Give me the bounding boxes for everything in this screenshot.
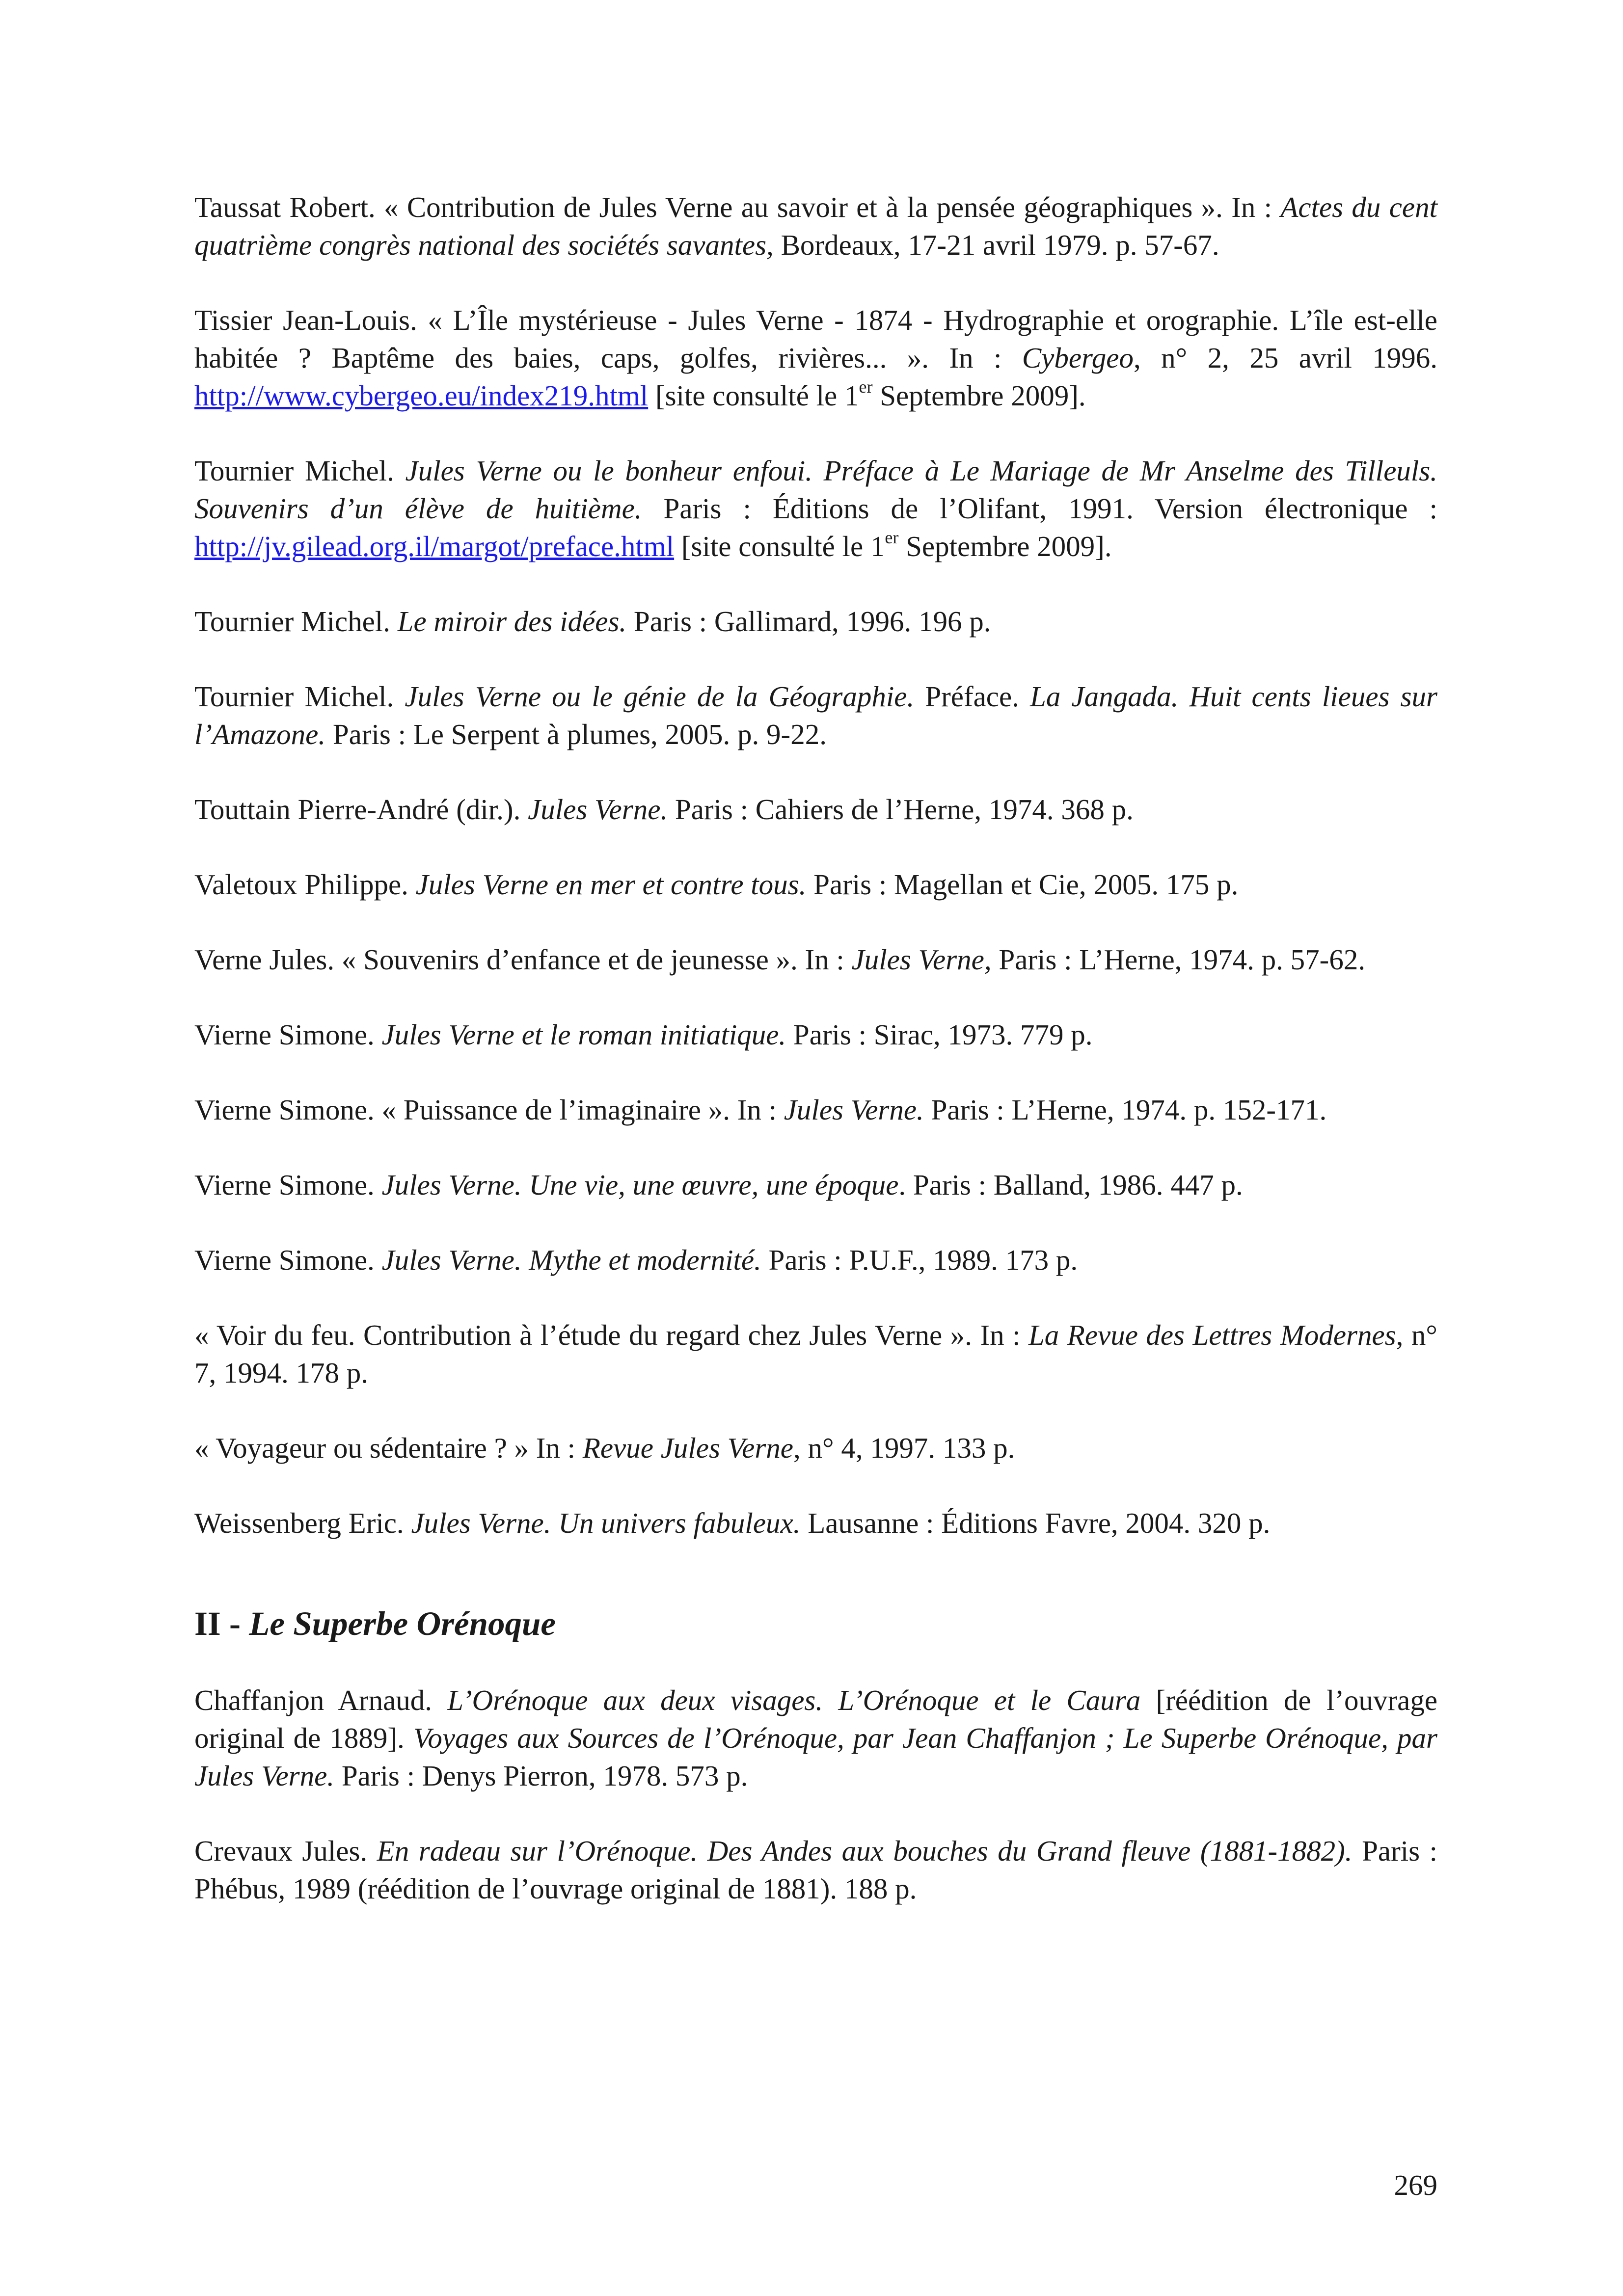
- bibliography-page: [194, 188, 1437, 1908]
- bib-entry-weissenberg: Weissenberg Eric. Jules Verne. Un univers fabuleux. Lausanne : Éditions Favre, 2004. 320 p.: [194, 1507, 1271, 1539]
- bib-entry-vierne-puissance: Vierne Simone. « Puissance de l’imaginaire ». In : Jules Verne. Paris : L’Herne, 1974. p. 152-171.: [194, 1094, 1327, 1126]
- bib-entry-tournier-bonheur: Tournier Michel. Jules Verne ou le bonheur enfoui. Préface à Le Mariage de Mr Anselme des Tilleuls. Souvenirs d’un élève de huitième. Paris : Éditions de l’Olifant, 1991. Version électronique : http://jv.gilead.org.il/margot/preface.html [site consulté le 1er Septembre 2009].: [194, 454, 1437, 562]
- bib-entry-vierne-mythe: Vierne Simone. Jules Verne. Mythe et modernité. Paris : P.U.F., 1989. 173 p.: [194, 1244, 1078, 1276]
- bib-entry-voyageur: « Voyageur ou sédentaire ? » In : Revue Jules Verne, n° 4, 1997. 133 p.: [194, 1432, 1015, 1464]
- preface-link[interactable]: http://jv.gilead.org.il/margot/preface.html: [194, 530, 675, 562]
- bib-entry-chaffanjon: Chaffanjon Arnaud. L’Orénoque aux deux visages. L’Orénoque et le Caura [réédition de l’ouvrage original de 1889]. Voyages aux Sources de l’Orénoque, par Jean Chaffanjon ; Le Superbe Orénoque, par Jules Verne. Paris : Denys Pierron, 1978. 573 p.: [194, 1684, 1438, 1792]
- bib-entry-voir-du-feu: « Voir du feu. Contribution à l’étude du regard chez Jules Verne ». In : La Revue des Lettres Modernes, n° 7, 1994. 178 p.: [194, 1319, 1437, 1389]
- bib-entry-verne: Verne Jules. « Souvenirs d’enfance et de jeunesse ». In : Jules Verne, Paris : L’Herne, 1974. p. 57-62.: [194, 943, 1366, 976]
- section-heading: II - Le Superbe Orénoque: [194, 1605, 556, 1642]
- bib-entry-crevaux: Crevaux Jules. En radeau sur l’Orénoque. Des Andes aux bouches du Grand fleuve (1881-1882). Paris : Phébus, 1989 (réédition de l’ouvrage original de 1881). 188 p.: [194, 1835, 1438, 1905]
- bib-entry-vierne-initiatique: Vierne Simone. Jules Verne et le roman initiatique. Paris : Sirac, 1973. 779 p.: [194, 1018, 1093, 1051]
- page-number: 269: [1394, 2169, 1437, 2201]
- bib-entry-touttain: Touttain Pierre-André (dir.). Jules Verne. Paris : Cahiers de l’Herne, 1974. 368 p.: [194, 793, 1134, 826]
- bib-entry-tournier-genie: Tournier Michel. Jules Verne ou le génie de la Géographie. Préface. La Jangada. Huit cents lieues sur l’Amazone. Paris : Le Serpent à plumes, 2005. p. 9-22.: [194, 680, 1437, 750]
- bib-entry-tournier-miroir: Tournier Michel. Le miroir des idées. Paris : Gallimard, 1996. 196 p.: [194, 605, 991, 638]
- bib-entry-valetoux: Valetoux Philippe. Jules Verne en mer et contre tous. Paris : Magellan et Cie, 2005. 175 p.: [194, 868, 1239, 901]
- bib-entry-taussat: Taussat Robert. « Contribution de Jules Verne au savoir et à la pensée géographiques ». In : Actes du cent quatrième congrès national des sociétés savantes, Bordeaux, 17-21 avril 1979. p. 57-67.: [194, 191, 1437, 261]
- cybergeo-link[interactable]: http://www.cybergeo.eu/index219.html: [194, 379, 649, 412]
- bib-entry-tissier: Tissier Jean-Louis. « L’Île mystérieuse - Jules Verne - 1874 - Hydrographie et orographie. L’île est-elle habitée ? Baptême des baies, caps, golfes, rivières... ». In : Cybergeo, n° 2, 25 avril 1996. http://www.cybergeo.eu/index219.html [site consulté le 1er Septembre 2009].: [194, 304, 1437, 412]
- bib-entry-vierne-vie: Vierne Simone. Jules Verne. Une vie, une œuvre, une époque. Paris : Balland, 1986. 447 p.: [194, 1169, 1243, 1201]
